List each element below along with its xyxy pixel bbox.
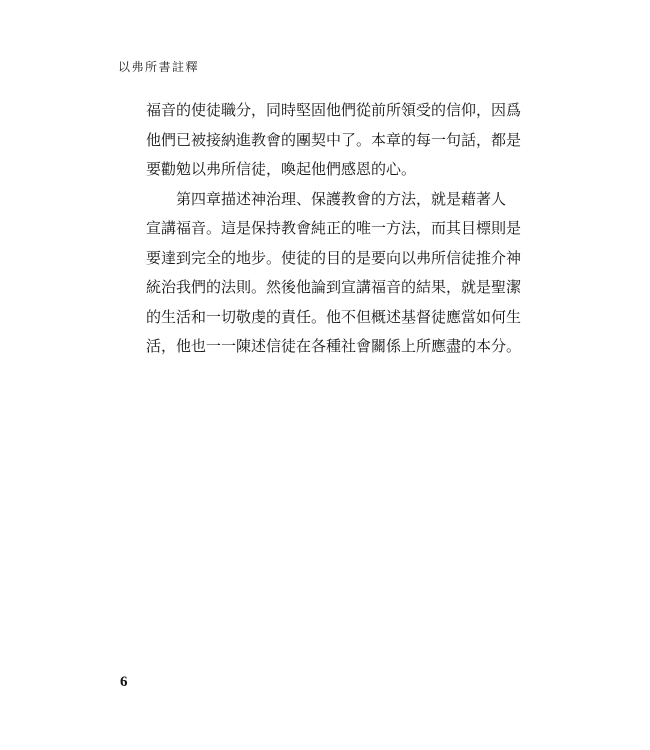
text-line: 宣講福音。這是保持教會純正的唯一方法，而其目標則是 (146, 219, 522, 237)
paragraph-1 (146, 96, 522, 185)
paragraph-2 (146, 185, 522, 362)
text-line: 活，他也一一陳述信徒在各種社會關係上所應盡的本分。 (146, 337, 522, 355)
text-line: 第四章描述神治理、保護教會的方法，就是藉著人 (176, 189, 507, 208)
text-line: 他們已被接納進教會的團契中了。本章的每一句話，都是 (146, 130, 522, 149)
text-line: 的生活和一切敬虔的責任。他不但概述基督徒應當如何生 (146, 307, 522, 326)
body-text (146, 96, 522, 362)
text-line: 要達到完全的地步。使徒的目的是要向以弗所信徒推介神 (146, 248, 522, 267)
running-header-title: 以弗所書註釋 (118, 60, 200, 74)
text-line: 統治我們的法則。然後他論到宣講福音的結果，就是聖潔 (146, 278, 522, 296)
text-line: 福音的使徒職分，同時堅固他們從前所領受的信仰，因爲 (146, 101, 522, 119)
text-line: 要勸勉以弗所信徒，喚起他們感恩的心。 (146, 160, 417, 178)
page-number: 6 (120, 674, 128, 690)
